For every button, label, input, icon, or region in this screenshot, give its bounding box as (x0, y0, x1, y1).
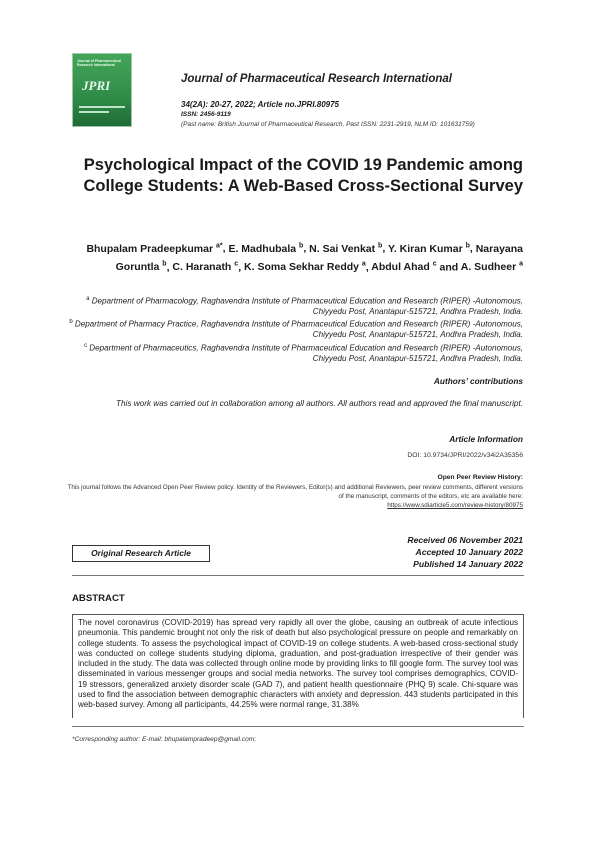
affiliation: $^c$ Department of Pharmaceutics, Raghavendra Institute of Pharmaceutical Education and Research (RIPER) -Autonomous, Chiyyedu Post, Anantapur-515721, Andhra Pradesh, India. (84, 342, 523, 363)
journal-name: Journal of Pharmaceutical Research International (181, 73, 452, 85)
affiliation: $^b$ Department of Pharmacy Practice, Raghavendra Institute of Pharmaceutical Education and Research (RIPER) -Autonomous, Chiyyedu Post, Anantapur-515721, Andhra Pradesh, India. (69, 319, 523, 340)
doi: DOI: 10.9734/JPRI/2022/v34i2A35356 (407, 452, 523, 459)
author-affiliation-mark: c (432, 260, 437, 268)
author-list: Bhupalam Pradeepkumar $^{a*}$, E. Madhubala $^b$, N. Sai Venkat $^b$, Y. Kiran Kumar $^b$, Narayana Goruntla $^b$, C. Haranath $^c$, K. Soma Sekhar Reddy $^a$, Abdul Ahad $^c$ and A. Sudheer $^a$ (86, 242, 523, 273)
author-affiliation-mark: b (465, 242, 470, 249)
contributions-text: This work was carried out in collaboration among all authors. All authors read and approved the final manuscript. (115, 399, 523, 408)
affiliation-list (68, 294, 523, 364)
author-affiliation-mark: a* (215, 242, 223, 249)
accepted-date: Accepted 10 January 2022 (415, 547, 523, 557)
journal-past-name: (Past name: British Journal of Pharmaceutical Research, Past ISSN: 2231-2919, NLM ID: 101631759) (181, 121, 475, 128)
author-name: N. Sai Venkat $^b$ (309, 242, 383, 255)
author-affiliation-mark: b (162, 260, 167, 268)
divider (72, 575, 524, 576)
abstract-heading: ABSTRACT (72, 593, 125, 604)
author-affiliation-mark: b (378, 242, 383, 249)
author-name: C. Haranath $^c$ (172, 260, 239, 273)
received-date: Received 06 November 2021 (407, 535, 523, 545)
peer-review-text (63, 483, 523, 510)
author-name: Narayana Goruntla $^b$ (115, 242, 523, 273)
author-name: A. Sudheer $^a$ (460, 260, 523, 273)
affiliation-mark: b (69, 319, 73, 326)
cover-title: Journal of Pharmaceutical Research International (77, 59, 121, 67)
peer-review-link[interactable]: https://www.sdiarticle5.com/review-history/80975 (387, 502, 523, 509)
article-info-heading: Article Information (449, 434, 523, 444)
article-dates (407, 534, 523, 570)
journal-cover-image (73, 54, 131, 126)
author-name: Abdul Ahad $^c$ (371, 260, 437, 273)
peer-review-heading: Open Peer Review History: (437, 474, 523, 481)
abstract-text: The novel coronavirus (COVID-2019) has spread very rapidly all over the globe, causing an outbreak of acute infectious pneumonia. This pandemic brought not only the risk of death but also psychological pressure on people and remarkably on college students. To assess the psychological impact of COVID-19 on college students. A web-based cross-sectional study was conducted on college students studying diploma, graduation, and post-graduation irrespective of their gender was included in the study. The data was collected through online mode by providing links to fill google form. The survey tool was disseminated in various messenger groups and social media networks. The survey tool comprises demographics, COVID-19 stressors, generalized anxiety disorder scale (GAD 7), and patient health questionnaire (PHQ 9) scale. Chi-square was used to find the association between demographic characters with anxiety and depression. 443 students participated in this web-based survey. Among all participants, 44.25% were normal range, 31.38% (78, 618, 518, 709)
author-name: Bhupalam Pradeepkumar $^{a*}$ (86, 242, 223, 255)
author-affiliation-mark: a (519, 260, 523, 268)
article-type-badge: Original Research Article (72, 545, 210, 562)
published-date: Published 14 January 2022 (413, 559, 523, 569)
affiliation: $^a$ Department of Pharmacology, Raghavendra Institute of Pharmaceutical Education and Research (RIPER) -Autonomous, Chiyyedu Post, Anantapur-515721, Andhra Pradesh, India. (86, 296, 523, 316)
journal-issue: 34(2A): 20-27, 2022; Article no.JPRI.80975 (181, 100, 340, 109)
corresponding-author: *Corresponding author: E-mail: bhupalampradeep@gmail.com; (72, 736, 257, 743)
affiliation-mark: c (84, 342, 88, 349)
author-affiliation-mark: c (234, 260, 239, 268)
abstract-box (72, 614, 524, 718)
cover-decoration (79, 106, 125, 108)
footnote-divider (72, 726, 524, 727)
author-affiliation-mark: a (361, 260, 366, 268)
cover-logo: JPRI (82, 78, 111, 93)
peer-review-description: This journal follows the Advanced Open Peer Review policy. Identity of the Reviewers, Editor(s) and additional Reviewers, peer review comments, different versions of the manuscript, comments of the editors, etc are available here: (67, 484, 523, 500)
cover-decoration (79, 111, 109, 113)
journal-issn: ISSN: 2456-9119 (181, 111, 231, 118)
contributions-heading: Authors’ contributions (433, 376, 523, 386)
author-name: Y. Kiran Kumar $^b$ (387, 242, 470, 255)
author-name: K. Soma Sekhar Reddy $^a$ (244, 260, 366, 273)
article-title: Psychological Impact of the COVID 19 Pandemic among College Students: A Web-Based Cross-Sectional Survey (83, 156, 523, 195)
author-name: E. Madhubala $^b$ (228, 242, 304, 255)
affiliation-mark: a (86, 296, 90, 302)
author-affiliation-mark: b (299, 242, 304, 249)
